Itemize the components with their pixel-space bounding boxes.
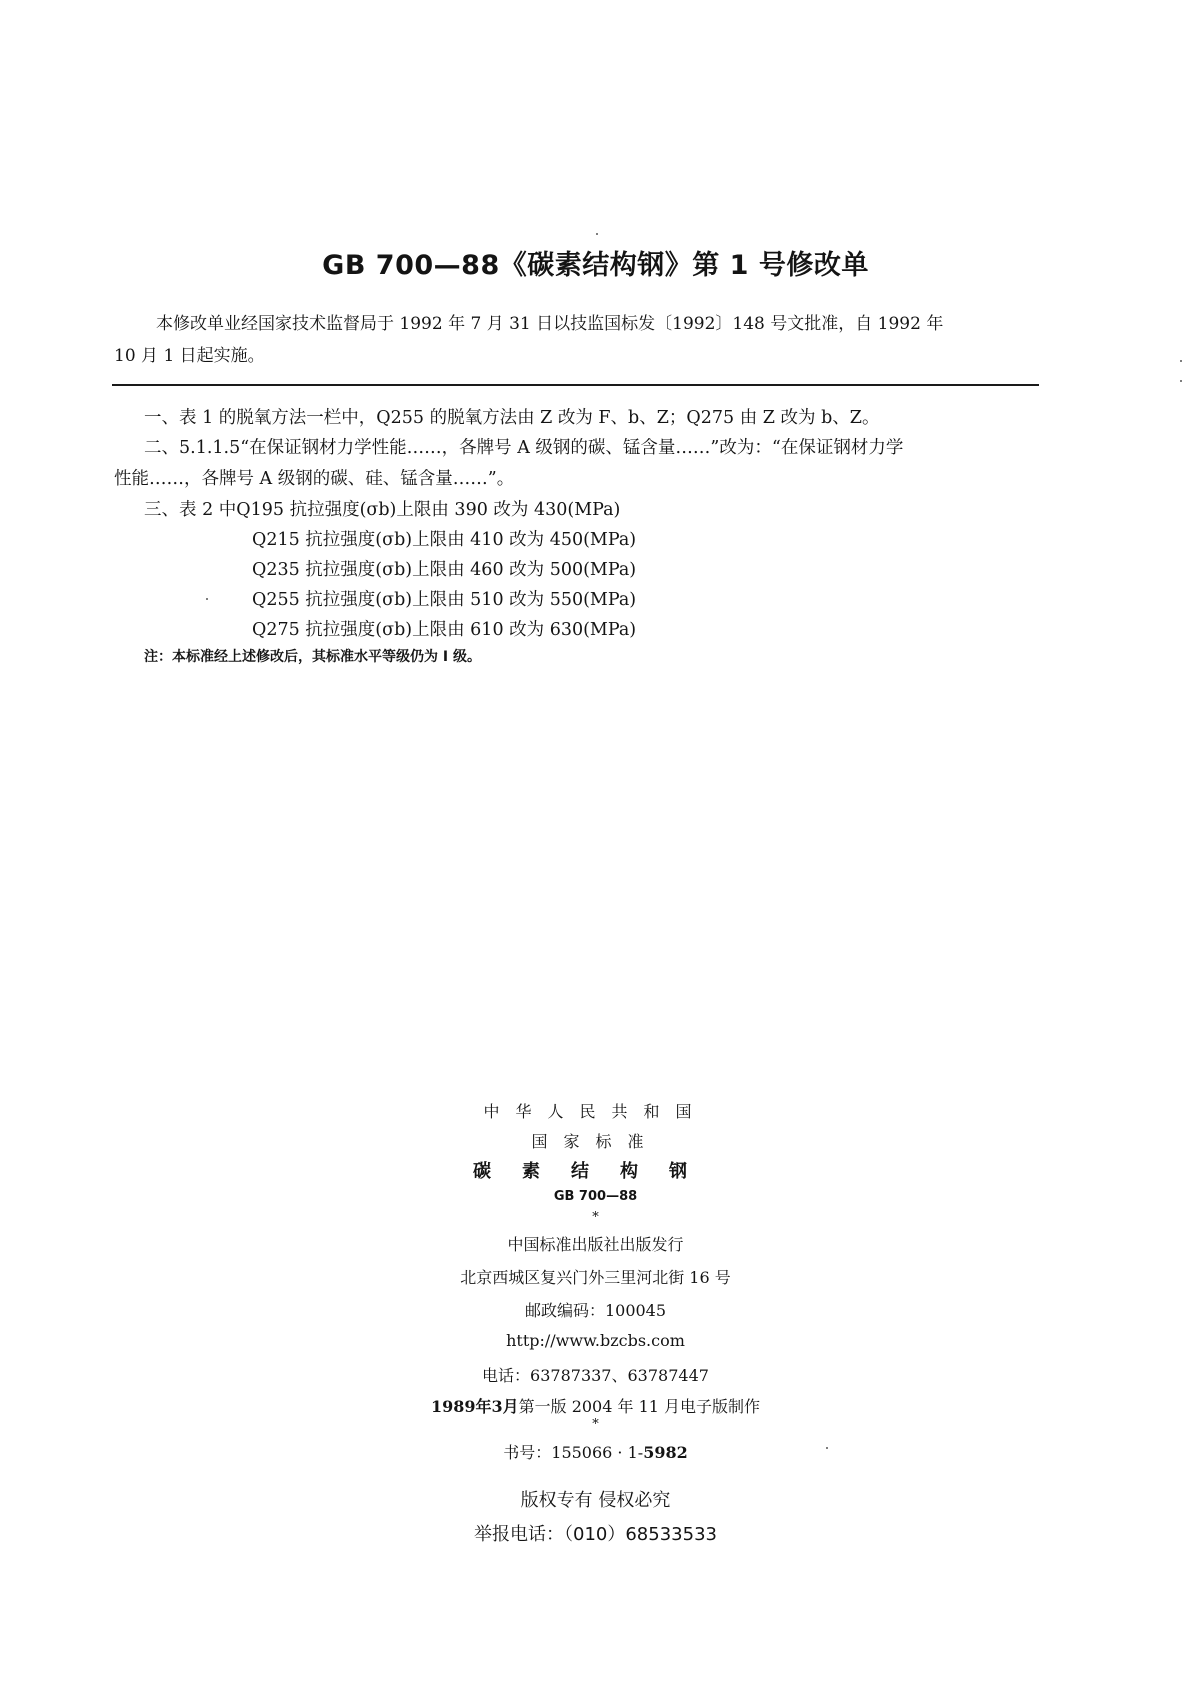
- header-divider: [112, 384, 1039, 386]
- colophon-separator: *: [592, 1417, 599, 1432]
- book-number-prefix: 书号：155066 · 1-: [503, 1443, 644, 1462]
- colophon-national-standard: 国家标准: [531, 1132, 660, 1151]
- amendment-item-3: 三、表 2 中Q195 抗拉强度(σb)上限由 390 改为 430(MPa): [144, 500, 621, 520]
- colophon-publisher: 中国标准出版社出版发行: [507, 1235, 684, 1254]
- colophon-address: 北京西城区复兴门外三里河北街 16 号: [460, 1268, 731, 1287]
- colophon-website: http://www.bzcbs.com: [506, 1331, 685, 1350]
- amendment-item-3-row: Q215 抗拉强度(σb)上限由 410 改为 450(MPa): [252, 530, 637, 550]
- book-number-suffix: 5982: [643, 1443, 688, 1462]
- colophon-separator: *: [592, 1210, 599, 1225]
- scan-speck: [826, 1447, 828, 1449]
- colophon-postcode: 邮政编码：100045: [524, 1301, 667, 1320]
- approval-statement-cont: 10 月 1 日起实施。: [114, 346, 265, 366]
- amendment-item-2-cont: 性能……，各牌号 A 级钢的碳、硅、锰含量……”。: [114, 469, 515, 489]
- colophon-country: 中华人民共和国: [483, 1102, 708, 1121]
- amendment-item-3-row: Q255 抗拉强度(σb)上限由 510 改为 550(MPa): [252, 590, 637, 610]
- colophon-edition-date: 1989年3月: [430, 1397, 519, 1416]
- approval-statement: 本修改单业经国家技术监督局于 1992 年 7 月 31 日以技监国标发〔1992〕148 号文批准，自 1992 年: [156, 314, 944, 334]
- scan-speck: [596, 233, 598, 235]
- scan-speck: [1180, 380, 1182, 382]
- amendment-item-3-row: Q235 抗拉强度(σb)上限由 460 改为 500(MPa): [252, 560, 637, 580]
- colophon-edition: [0, 1394, 1191, 1417]
- amendment-item-1: 一、表 1 的脱氧方法一栏中，Q255 的脱氧方法由 Z 改为 F、b、Z；Q275 由 Z 改为 b、Z。: [144, 408, 880, 428]
- colophon-book-number: [0, 1440, 1191, 1463]
- scan-speck: [206, 598, 208, 600]
- amendment-item-2: 二、5.1.1.5“在保证钢材力学性能……，各牌号 A 级钢的碳、锰含量……”改为：“在保证钢材力学: [144, 438, 904, 458]
- note: 注：本标准经上述修改后，其标准水平等级仍为 I 级。: [144, 649, 481, 665]
- colophon-rights: 版权专有 侵权必究: [520, 1490, 671, 1511]
- page-title: GB 700—88《碳素结构钢》第 1 号修改单: [322, 250, 869, 281]
- colophon-edition-detail: 第一版 2004 年 11 月电子版制作: [518, 1397, 761, 1416]
- colophon-standard-code: GB 700—88: [553, 1189, 638, 1204]
- amendment-item-3-row: Q275 抗拉强度(σb)上限由 610 改为 630(MPa): [252, 620, 637, 640]
- colophon-report-phone: 举报电话：（010）68533533: [474, 1524, 717, 1545]
- colophon-standard-title: 碳素结构钢: [473, 1161, 718, 1182]
- scan-speck: [1180, 360, 1182, 362]
- colophon-phone: 电话：63787337、63787447: [482, 1366, 709, 1385]
